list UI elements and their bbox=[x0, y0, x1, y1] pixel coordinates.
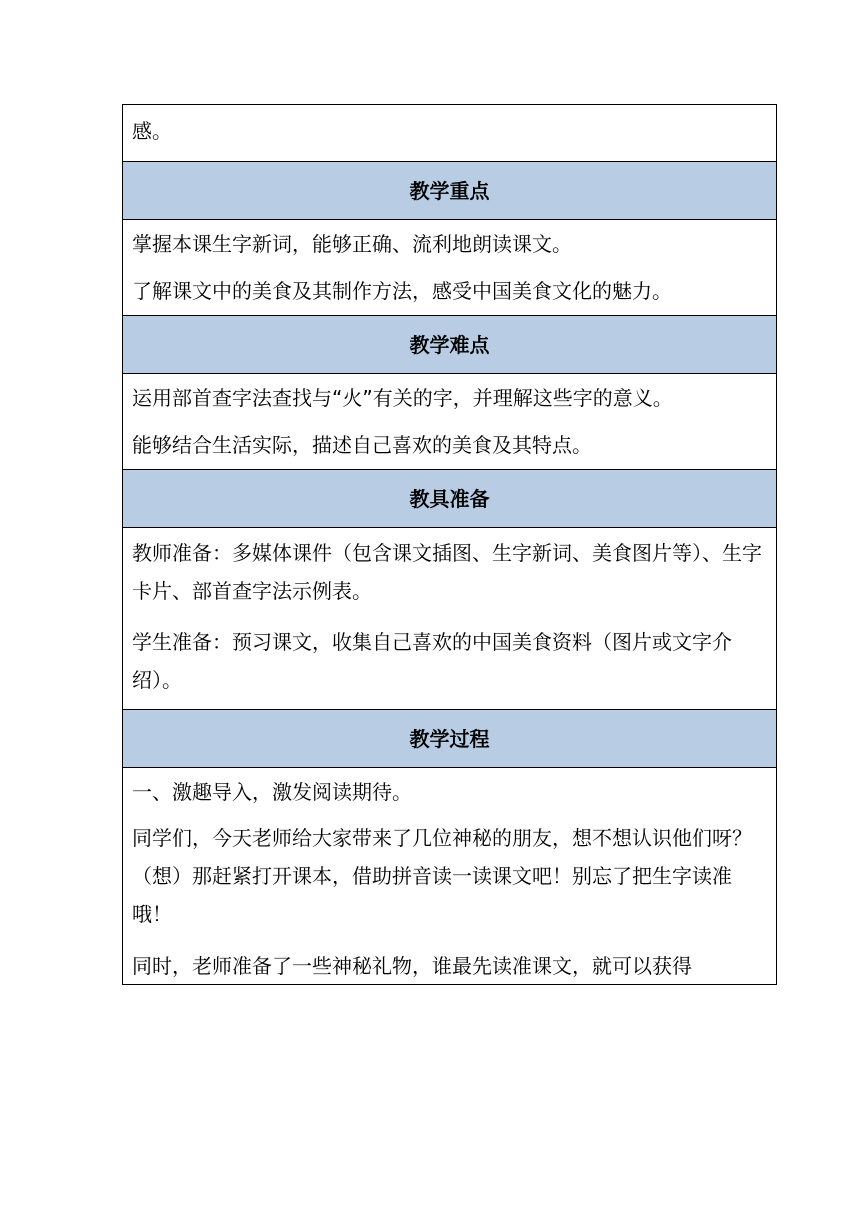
paragraph: 能够结合生活实际，描述自己喜欢的美食及其特点。 bbox=[132, 433, 592, 457]
table-row bbox=[123, 316, 777, 374]
section-content-process bbox=[123, 768, 777, 985]
section-content-key-points bbox=[123, 220, 777, 316]
section-header-difficulties: 教学难点 bbox=[123, 316, 777, 374]
paragraph: 一、激趣导入，激发阅读期待。 bbox=[132, 780, 412, 804]
table-row bbox=[123, 220, 777, 316]
paragraph: 同学们，今天老师给大家带来了几位神秘的朋友，想不想认识他们呀？（想）那赶紧打开课本，借助拼音读一读课文吧！别忘了把生字读准哦！ bbox=[132, 826, 752, 926]
paragraph: 同时，老师准备了一些神秘礼物，谁最先读准课文，就可以获得 bbox=[132, 954, 692, 978]
section-header-key-points: 教学重点 bbox=[123, 162, 777, 220]
table-row bbox=[123, 162, 777, 220]
intro-cell bbox=[123, 105, 777, 162]
paragraph: 掌握本课生字新词，能够正确、流利地朗读课文。 bbox=[132, 232, 572, 256]
paragraph: 教师准备：多媒体课件（包含课文插图、生字新词、美食图片等）、生字卡片、部首查字法示例表。 bbox=[132, 541, 762, 603]
section-header-materials: 教具准备 bbox=[123, 470, 777, 528]
lesson-plan-table bbox=[122, 104, 777, 985]
paragraph: 学生准备：预习课文，收集自己喜欢的中国美食资料（图片或文字介绍）。 bbox=[132, 630, 732, 692]
table-row bbox=[123, 528, 777, 710]
table-row bbox=[123, 374, 777, 470]
table-row bbox=[123, 470, 777, 528]
paragraph: 运用部首查字法查找与“火”有关的字，并理解这些字的意义。 bbox=[132, 386, 673, 410]
table-row bbox=[123, 768, 777, 985]
section-header-process: 教学过程 bbox=[123, 710, 777, 768]
section-content-materials bbox=[123, 528, 777, 710]
intro-text: 感。 bbox=[132, 119, 172, 143]
table-row bbox=[123, 710, 777, 768]
table-row bbox=[123, 105, 777, 162]
paragraph: 了解课文中的美食及其制作方法，感受中国美食文化的魅力。 bbox=[132, 279, 672, 303]
section-content-difficulties bbox=[123, 374, 777, 470]
